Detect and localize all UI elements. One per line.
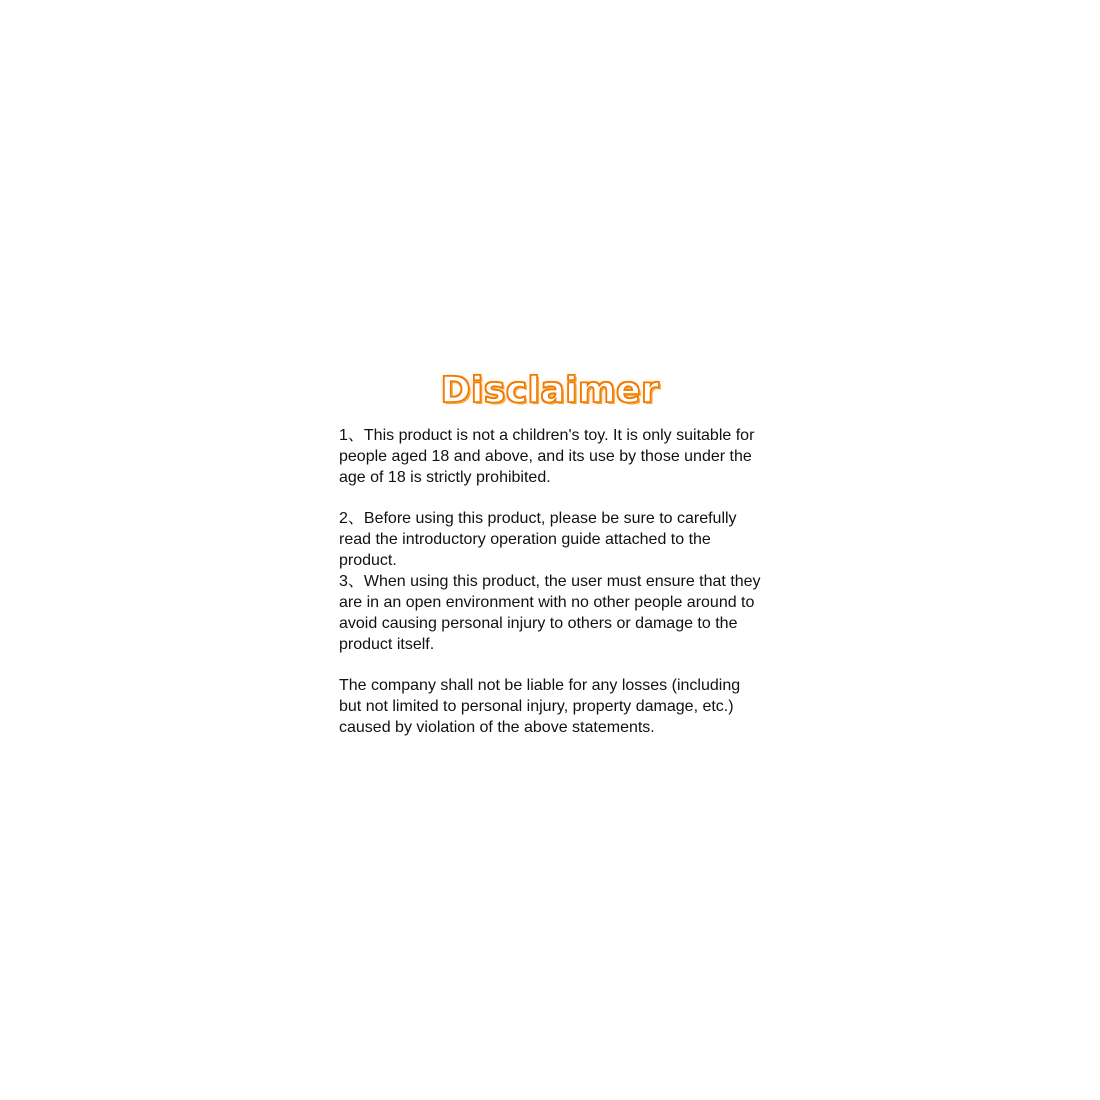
disclaimer-body bbox=[339, 425, 764, 738]
paragraph-spacer bbox=[339, 655, 764, 675]
liability-statement: The company shall not be liable for any losses (including but not limited to personal injury, property damage, etc.) caused by violation of the above statements. bbox=[339, 677, 741, 736]
disclaimer-item-1: 1、This product is not a children's toy. It is only suitable for people aged 18 and above, and its use by those under the age of 18 is strictly prohibited. bbox=[339, 427, 755, 486]
paragraph-spacer bbox=[339, 488, 764, 508]
disclaimer-item-2: 2、Before using this product, please be sure to carefully read the introductory operation guide attached to the product. bbox=[339, 510, 737, 569]
disclaimer-item-3: 3、When using this product, the user must ensure that they are in an open environment with no other people around to avoid causing personal injury to others or damage to the product itself. bbox=[339, 573, 761, 653]
disclaimer-title: Disclaimer bbox=[440, 370, 660, 411]
